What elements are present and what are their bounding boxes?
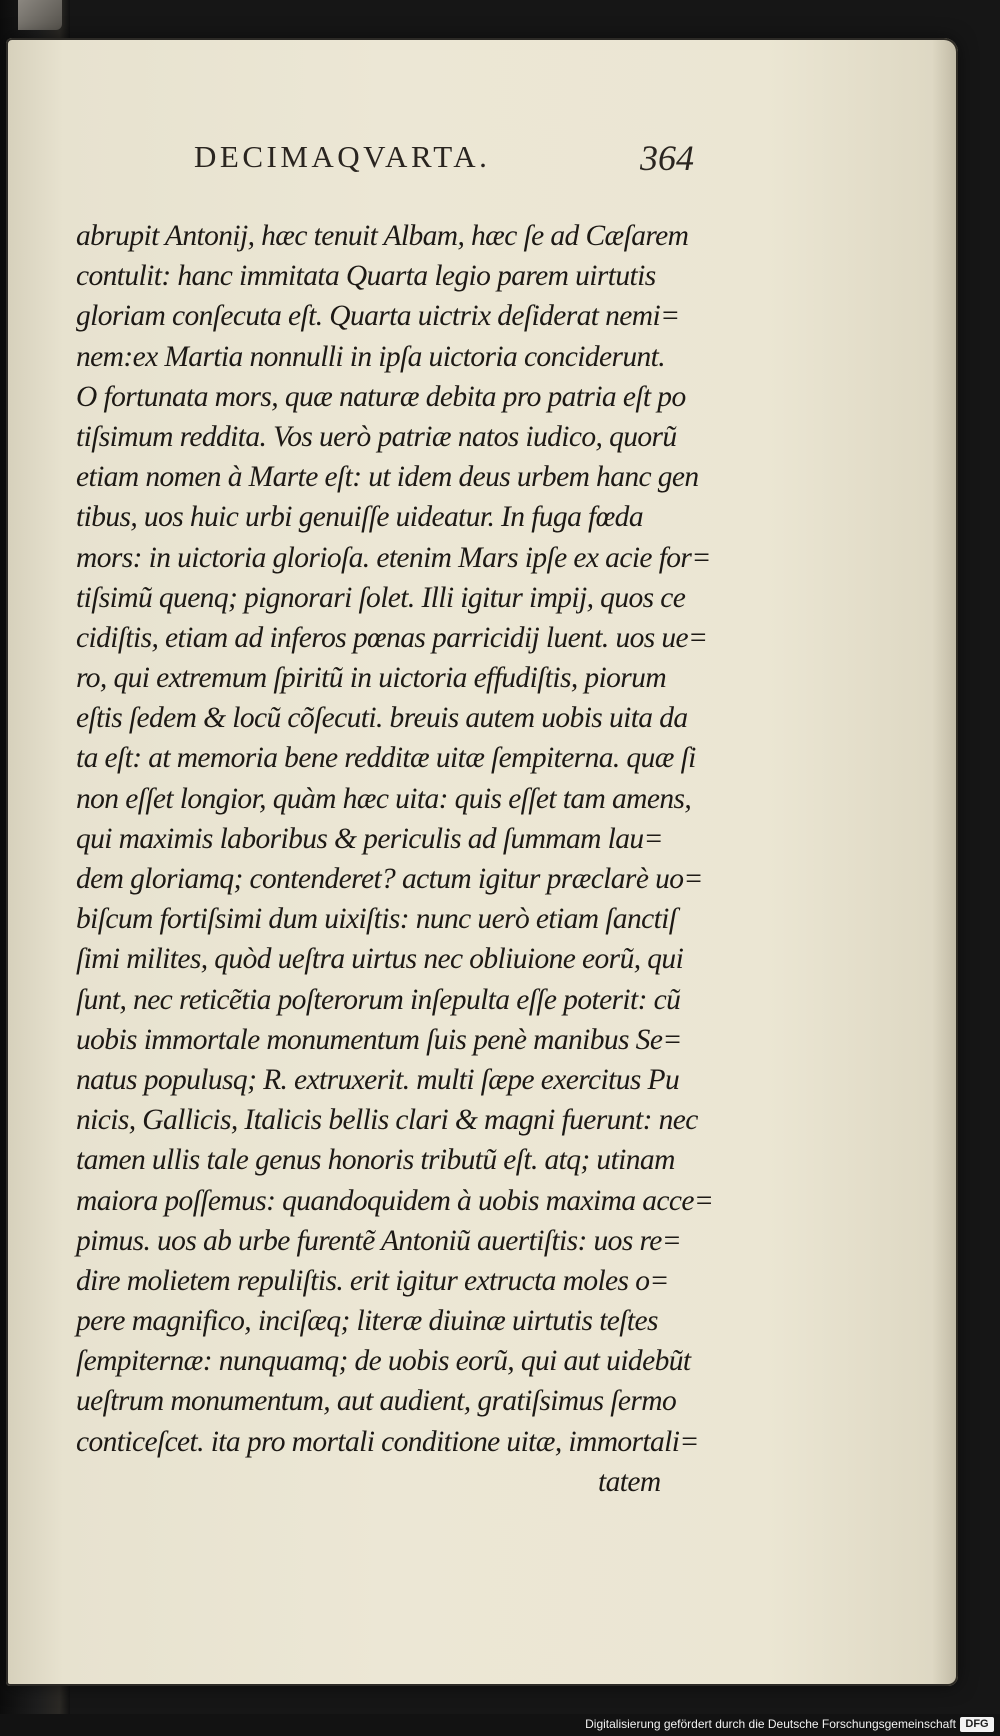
running-head-title: DECIMAQVARTA. xyxy=(194,139,491,174)
text-line: qui maximis laboribus & periculis ad ſummam lau= xyxy=(76,822,663,855)
footer-credit: Digitalisierung gefördert durch die Deutsche Forschungsgemeinschaft xyxy=(585,1717,956,1731)
text-line: natus populusq; R. extruxerit. multi ſæpe exercitus Pu xyxy=(76,1063,680,1096)
text-line: tamen ullis tale genus honoris tributũ eſt. atq; utinam xyxy=(76,1144,675,1177)
text-line: pimus. uos ab urbe furentẽ Antoniũ auertiſtis: uos re= xyxy=(76,1224,682,1257)
catchword: tatem xyxy=(598,1465,661,1498)
running-head xyxy=(194,139,754,199)
page-edge-shadow xyxy=(932,38,958,1686)
text-line: tiſsimũ quenq; pignorari ſolet. Illi igitur impij, quos ce xyxy=(76,581,686,614)
text-line: etiam nomen à Marte eſt: ut idem deus urbem hanc gen xyxy=(76,461,699,494)
text-line: tiſsimum reddita. Vos uerò patriæ natos iudico, quorũ xyxy=(76,420,677,453)
text-line: ueſtrum monumentum, aut audient, gratiſsimus ſermo xyxy=(76,1385,677,1418)
text-line: contulit: hanc immitata Quarta legio parem uirtutis xyxy=(76,260,656,293)
text-line: maiora poſſemus: quandoquidem à uobis maxima acce= xyxy=(76,1184,714,1217)
text-line: dem gloriamq; contenderet? actum igitur præclarè uo= xyxy=(76,863,703,895)
text-line: tibus, uos huic urbi genuiſſe uideatur. In fuga fœda xyxy=(76,501,643,534)
footer-bar xyxy=(0,1714,1000,1736)
text-line: ro, qui extremum ſpiritũ in uictoria effudiſtis, piorum xyxy=(76,662,667,695)
text-line: pere magnifico, inciſæq; literæ diuinæ uirtutis teſtes xyxy=(76,1305,658,1338)
text-line: nem:ex Martia nonnulli in ipſa uictoria conciderunt. xyxy=(76,340,666,373)
text-line: abrupit Antonij, hæc tenuit Albam, hæc ſe ad Cæſarem xyxy=(76,220,689,252)
text-line: mors: in uictoria glorioſa. etenim Mars ipſe ex acie for= xyxy=(76,541,711,574)
body-text xyxy=(76,216,726,1502)
page-number: 364 xyxy=(640,138,694,178)
text-line: biſcum fortiſsimi dum uixiſtis: nunc uerò etiam ſanctiſ xyxy=(76,903,677,936)
text-line: ſunt, nec reticẽtia poſterorum inſepulta eſſe poterit: cũ xyxy=(76,983,681,1016)
text-line: gloriam conſecuta eſt. Quarta uictrix deſiderat nemi= xyxy=(76,300,680,333)
text-line: uobis immortale monumentum ſuis penè manibus Se= xyxy=(76,1023,682,1056)
book-page xyxy=(6,38,958,1686)
text-line: dire molietem repuliſtis. erit igitur extructa moles o= xyxy=(76,1264,669,1297)
dfg-logo-icon: DFG xyxy=(960,1717,994,1732)
text-line: ſimi milites, quòd ueſtra uirtus nec obliuione eorũ, qui xyxy=(76,943,684,976)
text-line: O fortunata mors, quæ naturæ debita pro patria eſt po xyxy=(76,380,686,413)
text-line: non eſſet longior, quàm hæc uita: quis eſſet tam amens, xyxy=(76,782,692,815)
text-line: ſempiternæ: nunquamq; de uobis eorũ, qui aut uidebũt xyxy=(76,1345,691,1378)
scan-corner-mark xyxy=(18,0,62,30)
text-line: nicis, Gallicis, Italicis bellis clari & magni fuerunt: nec xyxy=(76,1104,698,1137)
text-line: ta eſt: at memoria bene redditæ uitæ ſempiterna. quæ ſi xyxy=(76,742,696,775)
text-line: eſtis ſedem & locũ cõſecuti. breuis autem uobis uita da xyxy=(76,702,688,735)
text-line: cidiſtis, etiam ad inferos pœnas parricidij luent. uos ue= xyxy=(76,621,708,654)
text-line: conticeſcet. ita pro mortali conditione uitæ, immortali= xyxy=(76,1425,699,1458)
